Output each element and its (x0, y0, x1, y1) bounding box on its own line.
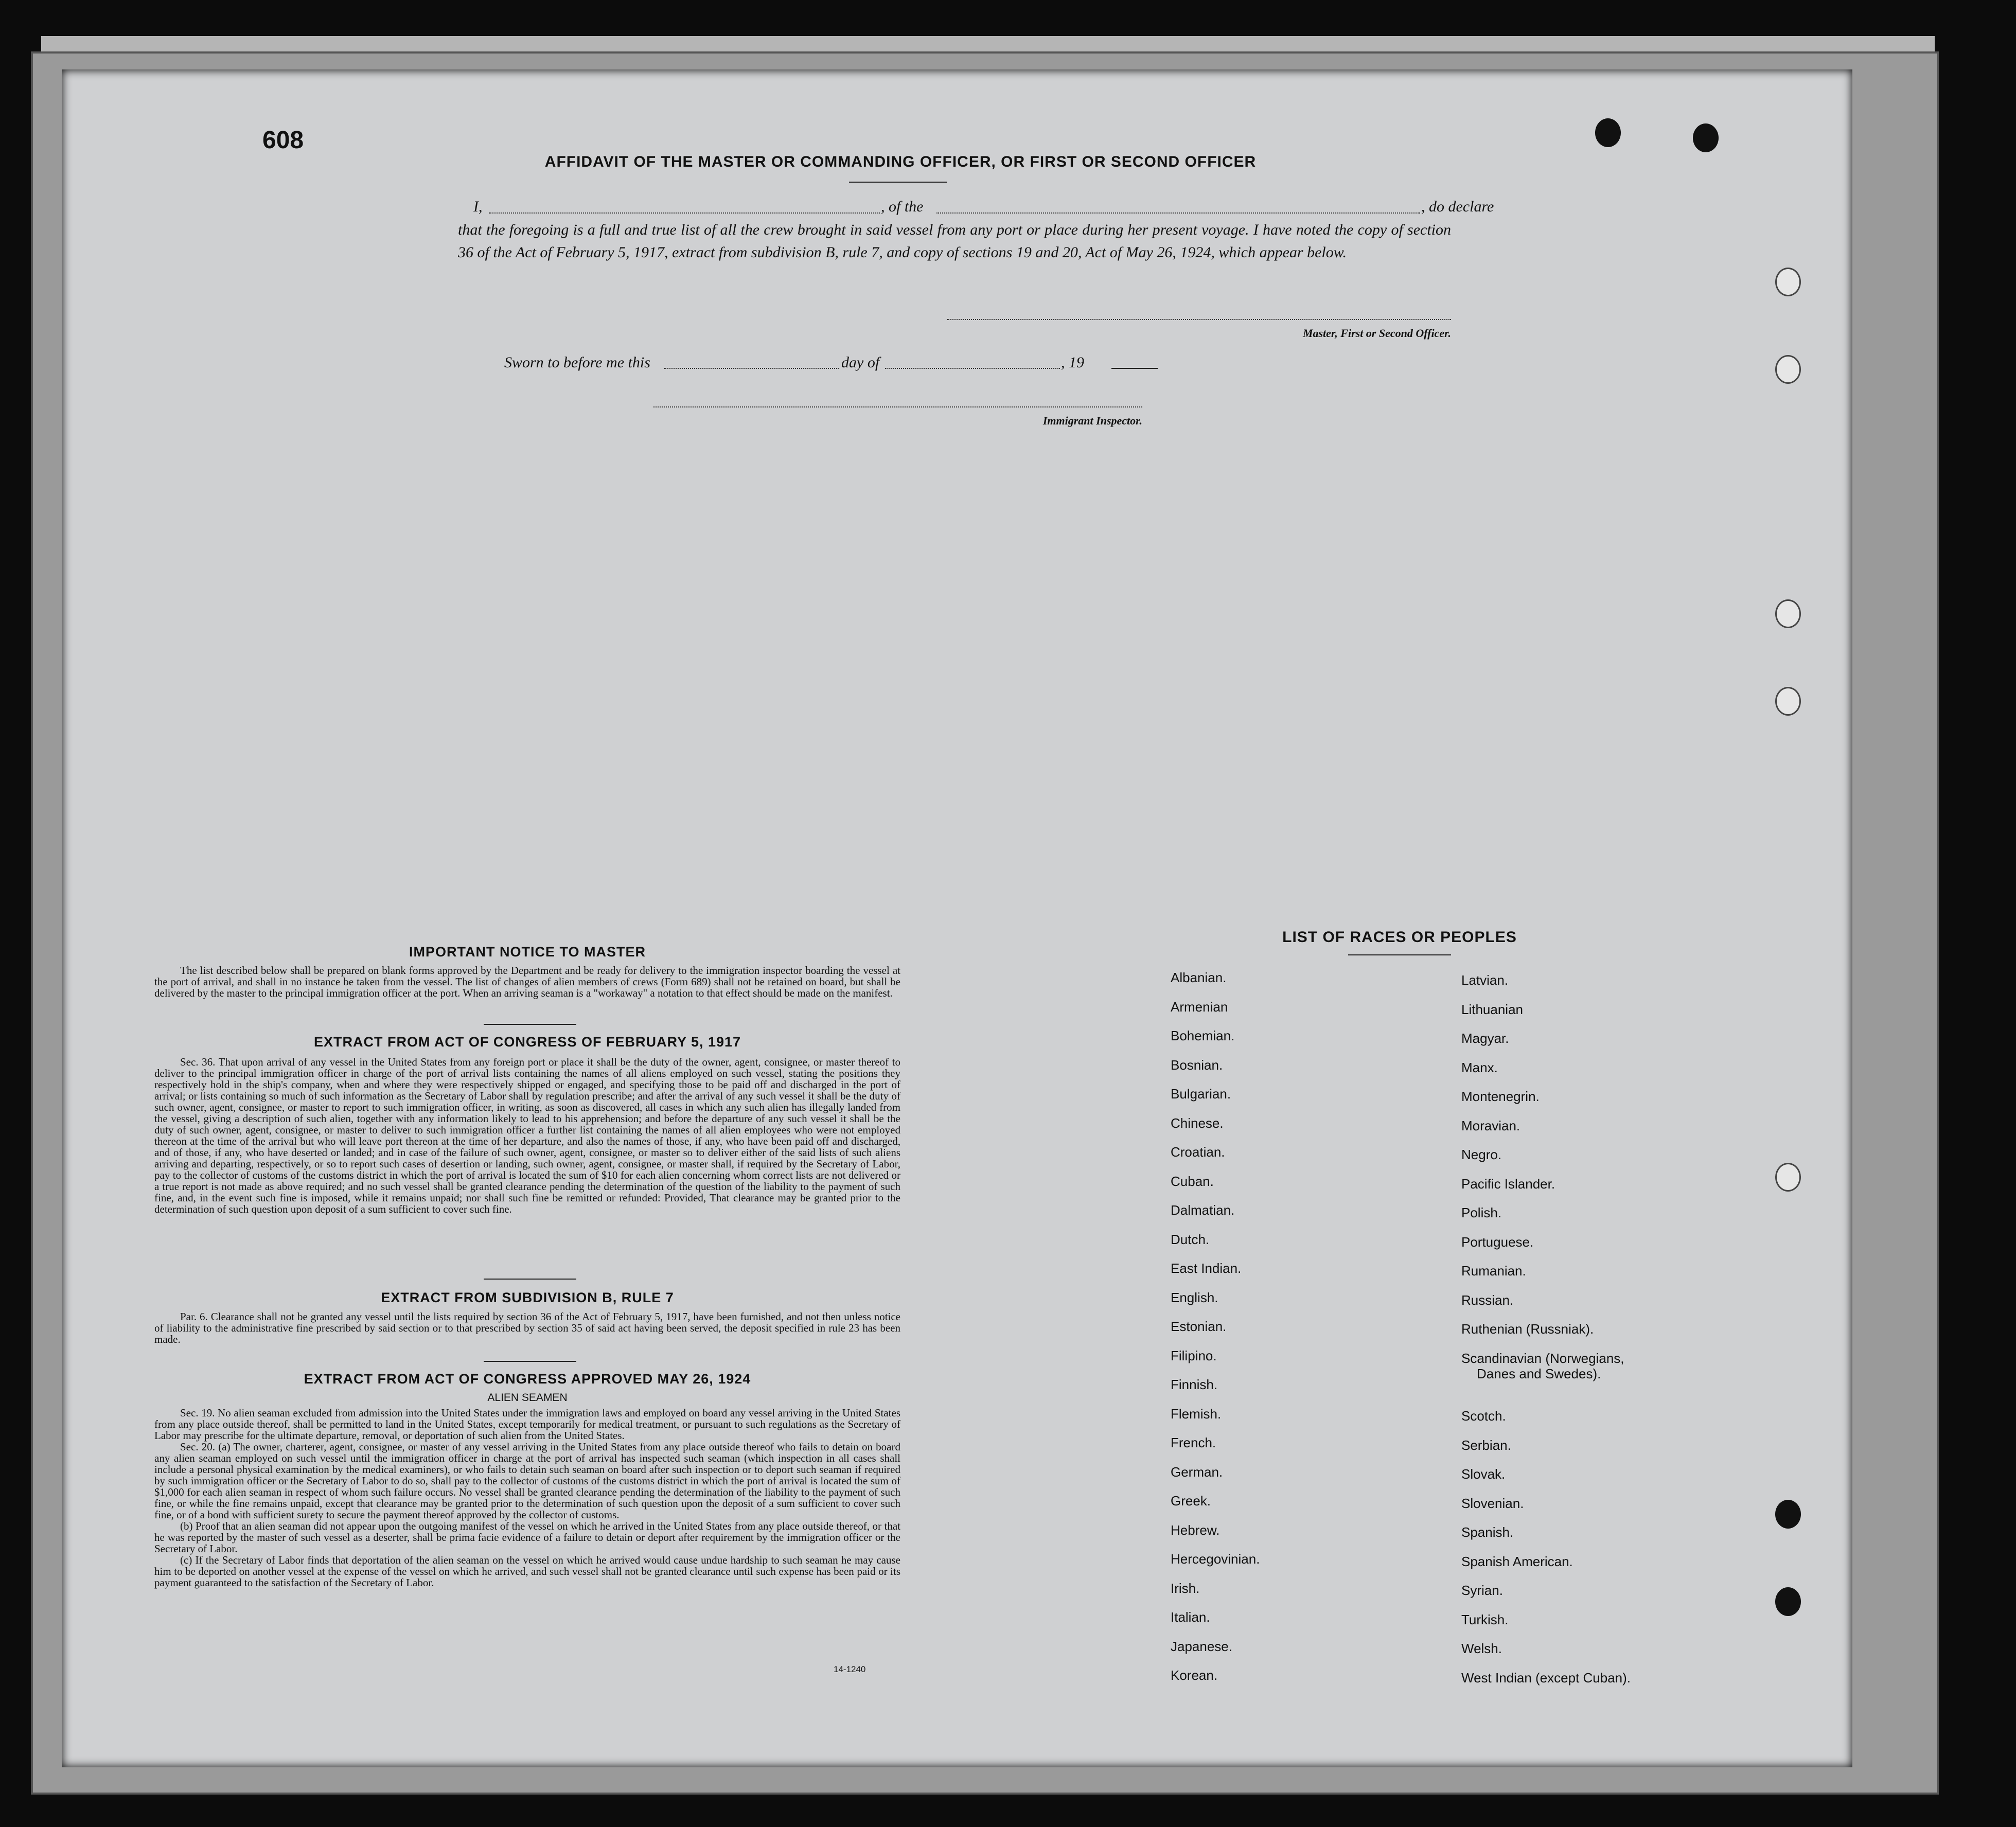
stamp-number: 608 (262, 127, 304, 154)
race-item: Montenegrin. (1461, 1089, 1540, 1104)
vessel-blank[interactable] (936, 212, 1420, 214)
race-item: Slovak. (1461, 1466, 1506, 1482)
race-item: French. (1171, 1435, 1216, 1450)
race-item: Scotch. (1461, 1408, 1506, 1424)
race-item: Bohemian. (1171, 1028, 1235, 1043)
race-item: Greek. (1171, 1493, 1211, 1509)
notice-body: The list described below shall be prepared on blank forms approved by the Department and be ready for delivery to the immigration inspector boarding the vessel at the port of arrival, and shall in no instance be taken from the vessel. The list of changes of alien members of crews (Form 689) shall not be retained on board, but shall be delivered by the master to the principal immigration officer at the port. When an arriving seaman is a "workaway" a notation to that effect should be made on the manifest. (154, 964, 900, 999)
punch-hole (1775, 268, 1801, 296)
punch-hole (1775, 1163, 1801, 1192)
race-item: Syrian. (1461, 1583, 1503, 1598)
race-item: Finnish. (1171, 1377, 1218, 1392)
race-item: Hebrew. (1171, 1522, 1220, 1538)
master-label: Master, First or Second Officer. (1302, 327, 1451, 340)
race-item: East Indian. (1171, 1261, 1242, 1276)
punch-hole (1775, 599, 1801, 628)
race-item: Dutch. (1171, 1231, 1210, 1247)
form-number: 14-1240 (834, 1664, 866, 1674)
race-item: Serbian. (1461, 1437, 1511, 1453)
sworn-date-blank[interactable] (664, 368, 839, 369)
race-item: English. (1171, 1289, 1218, 1305)
race-item: Estonian. (1171, 1319, 1227, 1334)
race-item: Pacific Islander. (1461, 1176, 1555, 1192)
race-item: Flemish. (1171, 1406, 1222, 1422)
race-item: Russian. (1461, 1292, 1514, 1308)
manifest-page (62, 69, 1852, 1767)
name-blank[interactable] (489, 212, 880, 214)
race-item: Hercegovinian. (1171, 1551, 1260, 1567)
race-item: Spanish American. (1461, 1553, 1573, 1569)
punch-hole (1775, 355, 1801, 384)
race-item: Moravian. (1461, 1118, 1520, 1133)
race-item: Welsh. (1461, 1641, 1502, 1656)
extract3-subtitle: ALIEN SEAMEN (487, 1392, 568, 1404)
races-title: LIST OF RACES OR PEOPLES (1282, 929, 1517, 946)
race-item: Latvian. (1461, 972, 1509, 988)
sworn-year-blank[interactable] (1111, 368, 1158, 369)
sworn-year: , 19 (1061, 354, 1084, 371)
race-item: Polish. (1461, 1205, 1502, 1220)
race-item: Danes and Swedes). (1477, 1365, 1601, 1381)
punch-hole (1775, 1500, 1801, 1529)
divider (484, 1024, 576, 1025)
race-item: Lithuanian (1461, 1001, 1523, 1017)
affidavit-body: that the foregoing is a full and true list of all the crew brought in said vessel from any port or place during her present voyage. I have noted the copy of section 36 of the Act of February 5, 1917, extract from subdivision B, rule 7, and copy of sections 19 and 20, Act of May 26, 1924, which appear below. (458, 221, 1451, 261)
sworn-day: day of (841, 354, 880, 371)
punch-hole (1775, 1587, 1801, 1616)
master-signature-line[interactable] (947, 319, 1451, 320)
race-item: Dalmatian. (1171, 1202, 1235, 1218)
sec19-text: Sec. 19. No alien seaman excluded from admission into the United States under the immigration laws and employed on board any vessel arriving in the United States from any place outside thereof, shall be permitted to land in the United States, except temporarily for medical treatment, or pursuant to such regulations as the Secretary of Labor may prescribe for the ultimate departure, removal, or deportation of such alien from the United States. (154, 1407, 900, 1442)
race-item: Italian. (1171, 1609, 1210, 1625)
race-item: Turkish. (1461, 1611, 1509, 1627)
sec20a-text: Sec. 20. (a) The owner, charterer, agent, consignee, or master of any vessel arriving in the United States from any place outside thereof who fails to detain on board any alien seaman employed on such vessel until the immigration officer in charge at the port of arrival has inspected such seaman (which inspection in all cases shall include a personal physical examination by the medical examiners), or who fails to detain such seaman on board after such inspection or to deport such seaman if required by such immigration officer or the Secretary of Labor to do so, shall pay to the collector of customs of the customs district in which the port of arrival is located the sum of $1,000 for each alien seaman in respect of whom such failure occurs. No vessel shall be granted clearance pending the determination of the liability to the payment of such fine, or while the fine remains unpaid, except that clearance may be granted prior to the determination of such question upon the deposit of a sum sufficient to cover such fine, or of a bond with sufficient surety to secure the payment thereof approved by the collector of customs. (154, 1441, 900, 1521)
race-item: Japanese. (1171, 1638, 1232, 1654)
inspector-label: Immigrant Inspector. (1042, 414, 1142, 427)
race-item: Ruthenian (Russniak). (1461, 1321, 1594, 1337)
race-item: Manx. (1461, 1059, 1498, 1075)
race-item: Bosnian. (1171, 1057, 1223, 1073)
race-item: Portuguese. (1461, 1234, 1534, 1250)
race-item: Korean. (1171, 1668, 1218, 1683)
race-item: Cuban. (1171, 1173, 1214, 1189)
race-item: Armenian (1171, 999, 1228, 1015)
race-item: Bulgarian. (1171, 1086, 1231, 1102)
inspector-signature-line[interactable] (653, 406, 1142, 407)
race-item: Magyar. (1461, 1031, 1509, 1046)
sec20c-text: (c) If the Secretary of Labor finds that deportation of the alien seaman on the vessel on which he arrived would cause undue hardship to such seaman he may cause him to be deported on another vessel at the expense of the vessel on which he arrived, and such vessel shall not be granted clearance until such expense has been paid or its payment guaranteed to the satisfaction of the Secretary of Labor. (154, 1554, 900, 1589)
punch-hole (1595, 118, 1621, 147)
race-item: Rumanian. (1461, 1263, 1526, 1279)
race-item: Negro. (1461, 1147, 1502, 1162)
sworn-prefix: Sworn to before me this (504, 354, 650, 371)
affidavit-line-start: I, (473, 198, 483, 215)
divider (484, 1361, 576, 1362)
race-item: Spanish. (1461, 1524, 1514, 1540)
extract3-body (154, 1407, 900, 1588)
affidavit-title: AFFIDAVIT OF THE MASTER OR COMMANDING OFFICER, OR FIRST OR SECOND OFFICER (544, 153, 1257, 170)
race-item: West Indian (except Cuban). (1461, 1670, 1631, 1686)
race-item: German. (1171, 1464, 1223, 1480)
race-item: Albanian. (1171, 970, 1227, 985)
extract2-body: Par. 6. Clearance shall not be granted any vessel until the lists required by section 36 of the Act of February 5, 1917, have been furnished, and not then unless notice of liability to the administrative fine prescribed by said section or to that prescribed by section 35 of said act having been served, the deposit specified in rule 23 has been made. (154, 1310, 900, 1345)
divider (849, 182, 947, 183)
divider (484, 1279, 576, 1280)
extract2-title: EXTRACT FROM SUBDIVISION B, RULE 7 (381, 1290, 674, 1305)
extract1-body: Sec. 36. That upon arrival of any vessel in the United States from any foreign port or place it shall be the duty of the owner, agent, consignee, or master thereof to deliver to the principal immigration officer in charge of the port of arrival lists containing the names of all aliens employed on such vessel, stating the positions they respectively hold in the ship's company, when and where they were respectively shipped or engaged, and specifying those to be paid off and discharged in the port of arrival; or lists containing so much of such information as the Secretary of Labor shall by regulation prescribe; and after the arrival of any such vessel it shall be the duty of such owner, agent, consignee, or master to report to such immigration officer, in writing, as soon as discovered, all cases in which any such alien has illegally landed from the vessel, giving a description of such alien, together with any information likely to lead to his apprehension; and before the departure of any such vessel it shall be the duty of such owner, agent, consignee, or master to deliver to such immigration officer a further list containing the names of all alien employees who were not employed thereon at the time of the arrival but who will leave port thereon at the time of her departure, and also the names of those, if any, who have been paid off and discharged, and of those, if any, who have deserted or landed; and in case of the failure of such owner, agent, consignee, or master so to deliver either of the said lists of such aliens arriving and departing, respectively, or so to report such cases of desertion or landing, such owner, agent, consignee, or master shall, if required by the Secretary of Labor, pay to the collector of customs of the customs district in which the port of arrival is located the sum of $10 for each alien concerning whom correct lists are not delivered or a true report is not made as above required; and no such vessel shall be granted clearance pending the determination of the question of the liability to the payment of such fine, and, in the event such fine is imposed, while it remains unpaid; nor shall such fine be remitted or refunded: Provided, That clearance may be granted prior to the determination of such question upon deposit of a sum sufficient to cover such fine. (154, 1056, 900, 1215)
divider (1348, 954, 1451, 955)
extract1-title: EXTRACT FROM ACT OF CONGRESS OF FEBRUARY 5, 1917 (313, 1034, 741, 1050)
punch-hole (1693, 123, 1719, 152)
affidavit-line-end: , do declare (1421, 198, 1494, 215)
race-item: Irish. (1171, 1580, 1200, 1596)
race-item: Chinese. (1171, 1115, 1224, 1131)
race-item: Filipino. (1171, 1347, 1217, 1363)
punch-hole (1775, 687, 1801, 716)
extract3-title: EXTRACT FROM ACT OF CONGRESS APPROVED MAY 26, 1924 (304, 1371, 751, 1387)
sec20b-text: (b) Proof that an alien seaman did not appear upon the outgoing manifest of the vessel on which he arrived in the United States from any place outside thereof, or that he was reported by the master of such vessel as a deserter, shall be prima facie evidence of a failure to detain or deport after requirement by the immigration officer or the Secretary of Labor. (154, 1520, 900, 1555)
race-item: Croatian. (1171, 1144, 1225, 1160)
notice-title: IMPORTANT NOTICE TO MASTER (409, 944, 646, 960)
sworn-month-blank[interactable] (885, 368, 1060, 369)
race-item: Scandinavian (Norwegians, (1461, 1350, 1624, 1366)
race-item: Slovenian. (1461, 1495, 1524, 1511)
affidavit-line-mid: , of the (881, 198, 924, 215)
